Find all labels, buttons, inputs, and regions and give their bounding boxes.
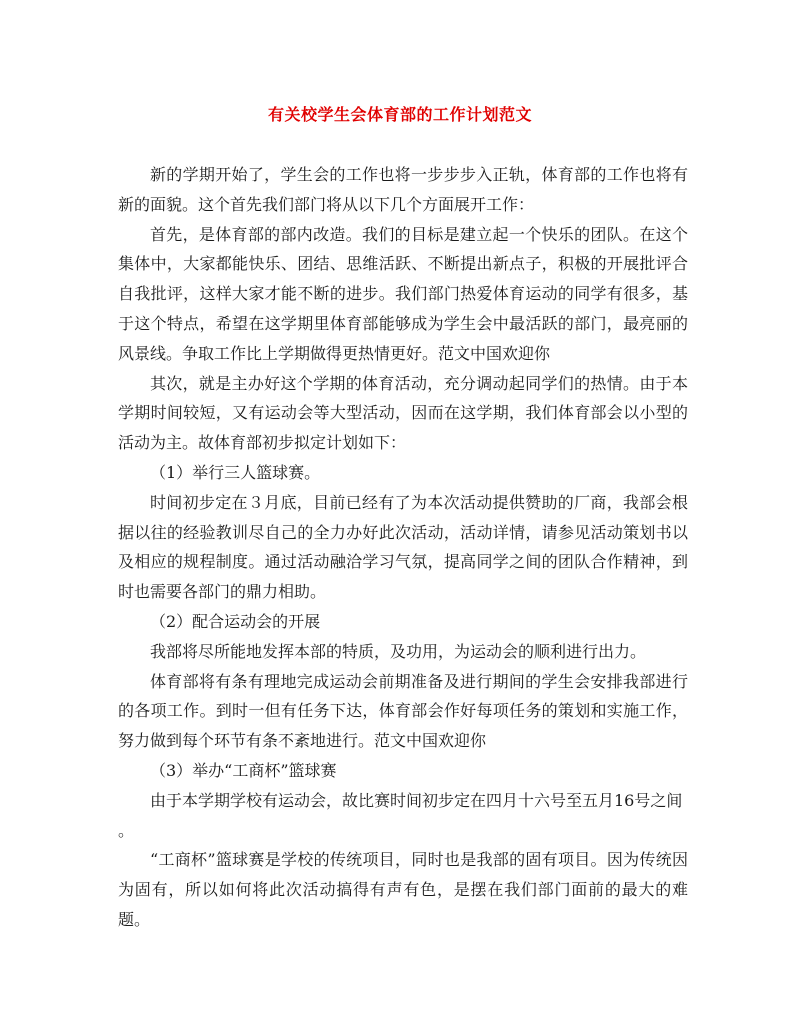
- paragraph: 我部将尽所能地发挥本部的特质，及功用，为运动会的顺利进行出力。: [150, 641, 647, 661]
- paragraph: 其次，就是主办好这个学期的体育活动，充分调动起同学们的热情。由于本学期时间较短，又有运动会等大型活动，因而在这学期，我们体育部会以小型的活动为主。故体育部初步拟定计划如下：: [118, 373, 688, 453]
- section-heading: （2）配合运动会的开展: [150, 611, 321, 631]
- paragraph: 时间初步定在３月底，目前已经有了为本次活动提供赞助的厂商，我部会根据以往的经验教训尽自己的全力办好此次活动，活动详情，请参见活动策划书以及相应的规程制度。通过活动融洽学习气氛，提高同学之间的团队合作精神，到时也需要各部门的鼎力相助。: [118, 492, 688, 602]
- document-body: [118, 160, 688, 935]
- paragraph: “工商杯”篮球赛是学校的传统项目，同时也是我部的固有项目。因为传统因为固有，所以如何将此次活动搞得有声有色，是摆在我们部门面前的最大的难题。: [118, 850, 688, 929]
- paragraph: 。: [118, 820, 135, 840]
- section-heading: （1）举行三人篮球赛。: [150, 462, 321, 482]
- paragraph: 体育部将有条有理地完成运动会前期准备及进行期间的学生会安排我部进行的各项工作。到时一但有任务下达，体育部会作好每项任务的策划和实施工作，努力做到每个环节有条不紊地进行。范文中国欢迎你: [118, 671, 688, 751]
- section-heading: （3）举办“工商杯”篮球赛: [150, 760, 337, 780]
- paragraph: 首先，是体育部的部内改造。我们的目标是建立起一个快乐的团队。在这个集体中，大家都能快乐、团结、思维活跃、不断提出新点子，积极的开展批评合自我批评，这样大家才能不断的进步。我们部门热爱体育运动的同学有很多，基于这个特点，希望在这学期里体育部能够成为学生会中最活跃的部门，最亮丽的风景线。争取工作比上学期做得更热情更好。范文中国欢迎你: [118, 224, 688, 363]
- document-title: 有关校学生会体育部的工作计划范文: [267, 105, 532, 124]
- paragraph: 由于本学期学校有运动会，故比赛时间初步定在四月十六号至五月16号之间: [150, 790, 683, 810]
- paragraph: 新的学期开始了，学生会的工作也将一步步步入正轨，体育部的工作也将有新的面貌。这个首先我们部门将从以下几个方面展开工作：: [118, 165, 688, 214]
